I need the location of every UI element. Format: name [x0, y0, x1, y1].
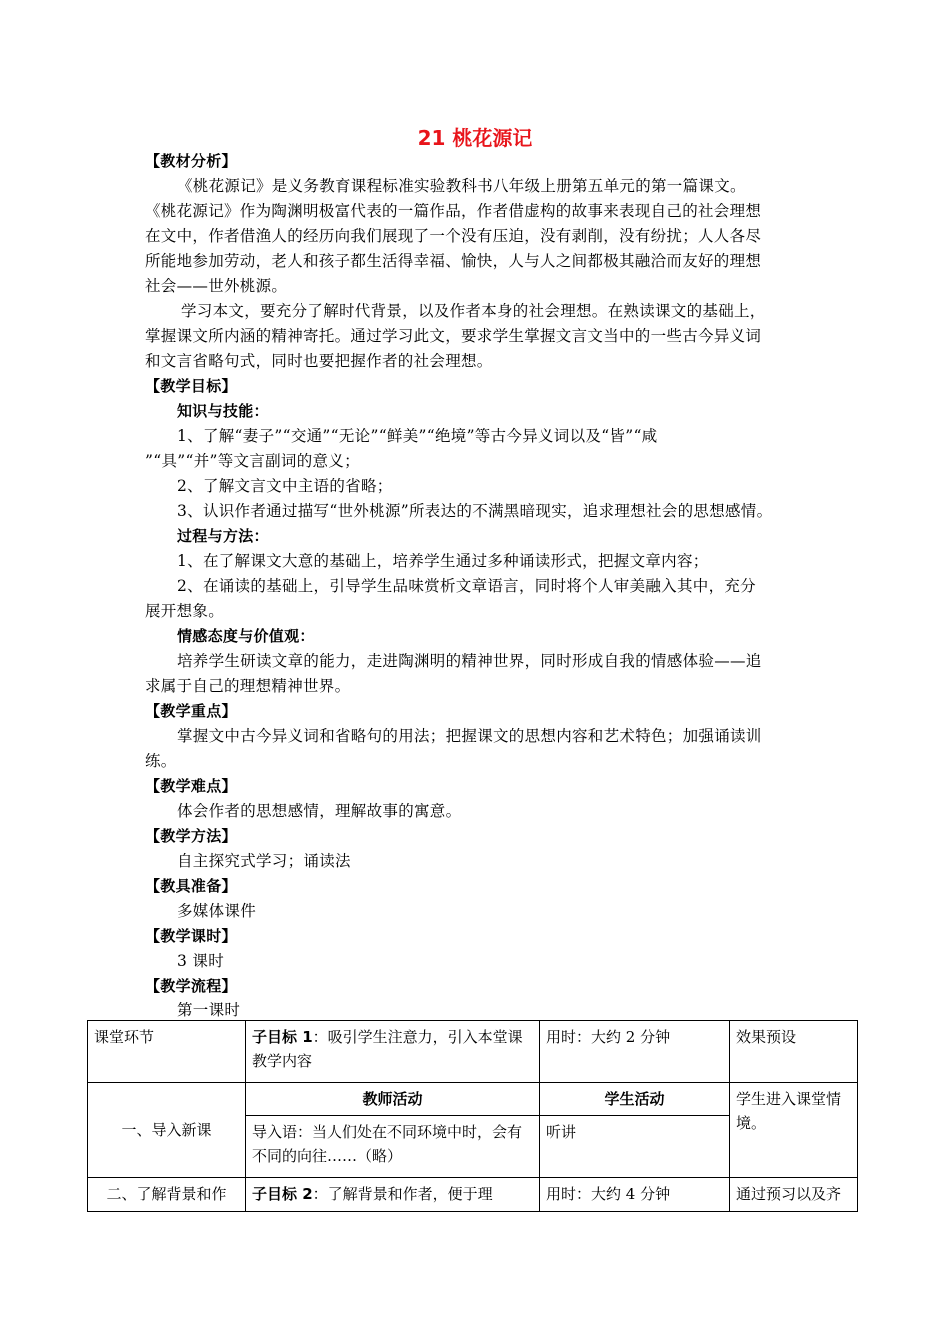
paragraph-line: 求属于自己的理想精神世界。 [145, 677, 351, 695]
paragraph-line: 2、在诵读的基础上，引导学生品味赏析文章语言，同时将个人审美融入其中，充分 [177, 577, 756, 595]
difficulty-heading: 【教学难点】 [145, 777, 237, 795]
first-lesson-label: 第一课时 [177, 1001, 241, 1019]
paragraph-line: 和文言省略句式，同时也要把握作者的社会理想。 [145, 352, 493, 370]
paragraph-line: ”“具”“并”等文言副词的意义； [145, 452, 360, 470]
knowledge-heading: 知识与技能： [177, 402, 269, 420]
paragraph-line: 2、了解文言文中主语的省略； [177, 477, 393, 495]
tools-heading: 【教具准备】 [145, 877, 237, 895]
paragraph-line: 1、在了解课文大意的基础上，培养学生通过多种诵读形式，把握文章内容； [177, 552, 709, 570]
stage-cell: 二、了解背景和作 [88, 1178, 246, 1212]
flow-heading: 【教学流程】 [145, 977, 237, 995]
lesson-flow-table [87, 1020, 858, 1212]
goal-text: ：了解背景和作者，便于理 [312, 1185, 493, 1203]
process-heading: 过程与方法： [177, 527, 269, 545]
teacher-activity-cell: 导入语：当人们处在不同环境中时，会有不同的向往……（略） [246, 1116, 540, 1178]
time-cell: 用时：大约 4 分钟 [540, 1178, 730, 1212]
paragraph-line: 体会作者的思想感情，理解故事的寓意。 [177, 802, 462, 820]
teacher-activity-header: 教师活动 [246, 1083, 540, 1116]
method-heading: 【教学方法】 [145, 827, 237, 845]
paragraph-line: 多媒体课件 [177, 902, 257, 920]
goal-text: ：吸引学生注意力，引入本堂课教学内容 [252, 1028, 523, 1070]
stage-cell: 一、导入新课 [88, 1083, 246, 1178]
table-row [88, 1083, 858, 1116]
paragraph-line: 展开想象。 [145, 602, 225, 620]
paragraph-line: 掌握文中古今异义词和省略句的用法；把握课文的思想内容和艺术特色；加强诵读训 [177, 727, 762, 745]
table-row [88, 1021, 858, 1083]
time-cell: 用时：大约 2 分钟 [540, 1021, 730, 1083]
goals-heading: 【教学目标】 [145, 377, 237, 395]
analysis-heading: 【教材分析】 [145, 152, 237, 170]
paragraph-line: 3、认识作者通过描写“世外桃源”所表达的不满黑暗现实，追求理想社会的思想感情。 [177, 502, 773, 520]
paragraph-line: 练。 [145, 752, 177, 770]
student-activity-header: 学生活动 [540, 1083, 730, 1116]
goal-label: 子目标 1 [252, 1028, 313, 1046]
table-row [88, 1178, 858, 1212]
key-points-heading: 【教学重点】 [145, 702, 237, 720]
paragraph-line: 1、了解“妻子”“交通”“无论”“鲜美”“绝境”等古今异义词以及“皆”“咸 [177, 427, 658, 445]
goal-cell [246, 1178, 540, 1212]
effect-header-cell: 效果预设 [730, 1021, 858, 1083]
paragraph-line: 《桃花源记》作为陶渊明极富代表的一篇作品，作者借虚构的故事来表现自己的社会理想 [145, 202, 762, 220]
student-activity-cell: 听讲 [540, 1116, 730, 1178]
paragraph-line: 学习本文，要充分了解时代背景，以及作者本身的社会理想。在熟读课文的基础上， [181, 302, 766, 320]
paragraph-line: 社会——世外桃源。 [145, 277, 288, 295]
goal-label: 子目标 2 [252, 1185, 313, 1203]
paragraph-line: 3 课时 [177, 952, 224, 970]
goal-cell [246, 1021, 540, 1083]
effect-cell: 学生进入课堂情境。 [730, 1083, 858, 1178]
stage-header-cell: 课堂环节 [88, 1021, 246, 1083]
paragraph-line: 自主探究式学习；诵读法 [177, 852, 351, 870]
paragraph-line: 《桃花源记》是义务教育课程标准实验教科书八年级上册第五单元的第一篇课文。 [177, 177, 746, 195]
paragraph-line: 在文中，作者借渔人的经历向我们展现了一个没有压迫，没有剥削，没有纷扰；人人各尽 [145, 227, 762, 245]
paragraph-line: 所能地参加劳动，老人和孩子都生活得幸福、愉快，人与人之间都极其融洽而友好的理想 [145, 252, 762, 270]
emotion-heading: 情感态度与价值观： [177, 627, 315, 645]
paragraph-line: 培养学生研读文章的能力，走进陶渊明的精神世界，同时形成自我的情感体验——追 [177, 652, 762, 670]
effect-cell: 通过预习以及齐 [730, 1178, 858, 1212]
hours-heading: 【教学课时】 [145, 927, 237, 945]
page-title: 21 桃花源记 [417, 126, 533, 150]
paragraph-line: 掌握课文所内涵的精神寄托。通过学习此文，要求学生掌握文言文当中的一些古今异义词 [145, 327, 762, 345]
